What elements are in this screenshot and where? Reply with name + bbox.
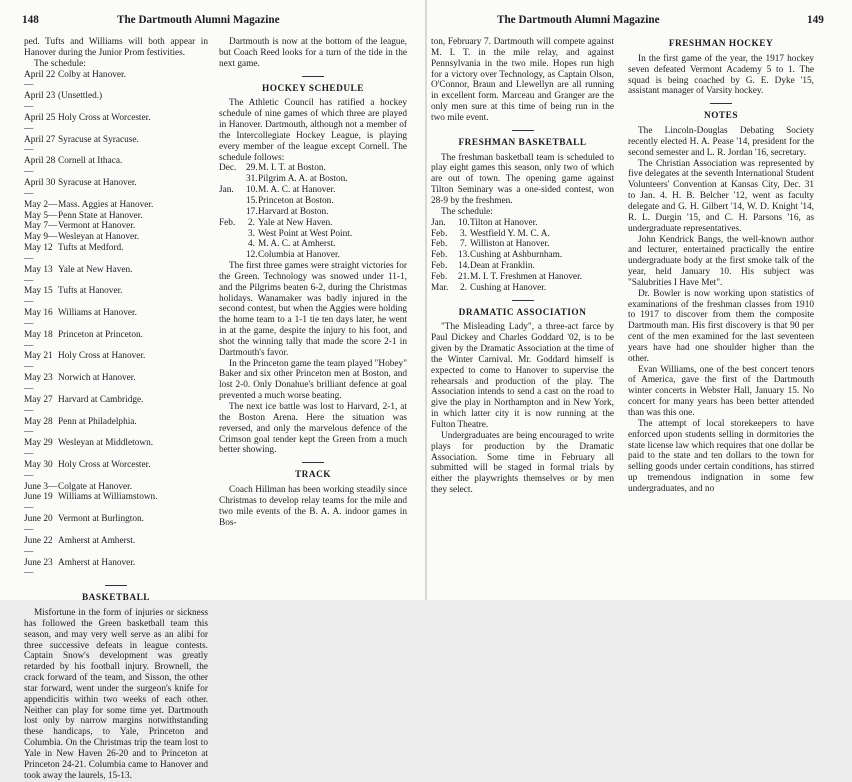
hockey-paragraph-4: The next ice battle was lost to Harvard, 2-1, at the Boston Arena. Here the situation was reversed, and only the marvelous defence of the Crimson goal tender kept the Green from a much better showing. xyxy=(219,402,407,456)
schedule-row xyxy=(24,482,208,493)
baseball-schedule xyxy=(24,70,208,580)
schedule-row xyxy=(431,250,614,261)
schedule-row xyxy=(24,265,208,287)
right-column-2 xyxy=(628,37,814,495)
schedule-date: April 22— xyxy=(24,69,56,91)
schedule-row xyxy=(24,286,208,308)
divider xyxy=(302,76,324,77)
schedule-row xyxy=(24,514,208,536)
note-paragraph: Dr. Bowler is now working upon statistics of examinations of the freshman classes from 1910 to 1917 to discover from them the composite Dartmouth man. His first discovery is that 90 per cent of the men examined for the last seventeen years have had one shoulder higher than the other. xyxy=(628,288,814,364)
schedule-row xyxy=(24,113,208,135)
schedule-row xyxy=(219,218,407,229)
schedule-game: M. I. T. at Boston. xyxy=(258,163,326,174)
baseball-intro: ped. Tufts and Williams will both appear in Hanover during the Junior Prom festivities. xyxy=(24,37,208,58)
schedule-game: Holy Cross at Worcester. xyxy=(58,459,151,470)
schedule-day: 15. xyxy=(246,195,258,206)
schedule-row xyxy=(24,308,208,330)
schedule-game: Colby at Hanover. xyxy=(58,69,126,80)
schedule-date: June 20— xyxy=(24,514,53,535)
schedule-row xyxy=(24,558,208,580)
left-page-number: 148 xyxy=(22,14,39,26)
schedule-date: May 29— xyxy=(24,438,53,460)
schedule-date: May 2— xyxy=(24,199,58,210)
schedule-game: Dean at Franklin. xyxy=(470,261,535,272)
note-paragraph: John Kendrick Bangs, the well-known author and lecturer, entertained practically the entire undergraduate body at the first smoke talk of the year, held January 10. His subject was "Salubrities I Have Met". xyxy=(628,234,814,288)
schedule-game: Syracuse at Syracuse. xyxy=(58,134,139,145)
schedule-month: Feb. xyxy=(219,217,236,228)
schedule-row xyxy=(24,330,208,352)
schedule-row xyxy=(24,395,208,417)
schedule-month xyxy=(219,196,246,207)
schedule-row xyxy=(431,272,614,283)
schedule-game: Tilton at Hanover. xyxy=(470,217,538,228)
schedule-date: April 25— xyxy=(24,112,56,134)
schedule-day: 29. xyxy=(246,163,258,174)
schedule-row xyxy=(219,196,407,207)
note-paragraph: The attempt of local storekeepers to have enforced upon students selling in dormitories the state license law which requires that one dollar be paid to the state and ten dollars to the town for selling goods under certain conditions, has stirred up tremendous indignation in some few undergraduates, and no xyxy=(628,418,814,494)
schedule-date: June 22— xyxy=(24,535,53,557)
section-heading-notes: NOTES xyxy=(703,111,739,122)
right-page xyxy=(427,0,852,600)
schedule-row xyxy=(219,185,407,196)
schedule-month: Feb. xyxy=(431,228,448,239)
schedule-row xyxy=(431,239,614,250)
schedule-game: Norwich at Hanover. xyxy=(58,373,136,384)
schedule-row xyxy=(431,218,614,229)
schedule-row xyxy=(219,174,407,185)
schedule-game: Cushing at Hanover. xyxy=(470,282,547,293)
schedule-row xyxy=(24,492,208,514)
schedule-game: Cornell at Ithaca. xyxy=(58,156,123,167)
note-paragraph: The Christian Association was represented by five delegates at the seventh International Student Volunteers' Convention at Kansas City, Dec. 31 to Jan. 4. H. B. Belcher '12, went as faculty delegate and G. H. Gilbert '14, W. D. Knight '14, R. L. Durgin '15, and C. H. Parsons '16, as undergraduate representatives. xyxy=(628,158,814,234)
schedule-date: June 23— xyxy=(24,557,53,579)
schedule-row xyxy=(24,536,208,558)
schedule-date: May 5— xyxy=(24,210,58,221)
left-running-head: The Dartmouth Alumni Magazine xyxy=(117,14,280,26)
section-heading-track: TRACK xyxy=(294,470,332,481)
schedule-day: 10. xyxy=(246,185,258,196)
schedule-day: 3. xyxy=(460,228,467,239)
divider xyxy=(302,462,324,463)
schedule-game: Princeton at Princeton. xyxy=(58,329,143,340)
schedule-row xyxy=(219,250,407,261)
schedule-date: April 30— xyxy=(24,177,56,199)
schedule-date: May 9— xyxy=(24,232,58,243)
schedule-month: Jan. xyxy=(431,217,446,228)
schedule-game: Vermont at Burlington. xyxy=(58,514,144,525)
left-column-2 xyxy=(219,37,407,528)
note-paragraph: The Lincoln-Douglas Debating Society recently elected H. A. Pease '14, president for the second semester and L. R. Jordan '16, secretary. xyxy=(628,126,814,158)
schedule-date: May 30— xyxy=(24,459,53,481)
schedule-game: Colgate at Hanover. xyxy=(58,481,133,492)
schedule-day: 10. xyxy=(458,217,470,228)
schedule-row xyxy=(24,373,208,395)
schedule-row xyxy=(24,211,208,222)
track-paragraph: Coach Hillman has been working steadily since Christmas to develop relay teams for the mile and two mile events of the B. A. A. indoor games in Bos- xyxy=(219,485,407,528)
divider xyxy=(710,103,732,104)
schedule-date: May 12— xyxy=(24,243,53,264)
schedule-row xyxy=(24,232,208,243)
schedule-game: Williams at Hanover. xyxy=(58,308,137,319)
schedule-date: May 27— xyxy=(24,394,53,416)
schedule-month xyxy=(219,174,246,185)
dramatic-paragraph: "The Misleading Lady", a three-act farce by Paul Dickey and Charles Goddard '02, is to be given by the Dramatic Association at the time of the Winter Carnival. Mr. Goddard himself is expected to come to Hanover to supervise the rehearsals and production of the play. The Association intends to send a cast on the road to give the play in Northampton and in New York, in which latter city it is now running at the Fulton Theatre. xyxy=(431,322,614,430)
schedule-day: 12. xyxy=(246,250,258,261)
schedule-game: Tufts at Medford. xyxy=(58,243,124,254)
schedule-day: 3. xyxy=(248,228,255,239)
divider xyxy=(512,130,534,131)
schedule-row xyxy=(431,229,614,240)
divider xyxy=(105,585,127,586)
schedule-game: Cushing at Ashburnham. xyxy=(470,250,563,261)
hockey-paragraph-2: The first three games were straight victories for the Green. Technology was snowed under 11-1, and the Pilgrims beaten 6-2, during the Christmas holidays. Wanamaker was badly injured in the second contest, but when the Aggies were holding the home team to a 1-1 tie ten days later, he went in at the game, despite the injury to his foot, and shot the winning tally that made the score 2-1 in Dartmouth's favor. xyxy=(219,261,407,358)
schedule-game: Penn at Philadelphia. xyxy=(58,416,137,427)
schedule-game: Syracuse at Hanover. xyxy=(58,177,137,188)
schedule-row xyxy=(219,163,407,174)
section-heading-freshman-hockey: FRESHMAN HOCKEY xyxy=(668,39,774,49)
hockey-paragraph: The Athletic Council has ratified a hockey schedule of nine games of which three are played in Hanover. Dartmouth, although not a member of the Intercollegiate Hockey League, is playing every member of the league except Cornell. The schedule follows: xyxy=(219,98,407,163)
schedule-game: Holy Cross at Hanover. xyxy=(58,351,146,362)
schedule-row xyxy=(24,438,208,460)
schedule-date: May 16— xyxy=(24,308,53,329)
schedule-game: Harvard at Boston. xyxy=(258,206,329,217)
hockey-schedule xyxy=(219,163,407,261)
schedule-row xyxy=(219,239,407,250)
schedule-date: May 7— xyxy=(24,221,58,232)
freshman-hockey-paragraph: In the first game of the year, the 1917 hockey seven defeated Vermont Academy 5 to 1. The squad is being coached by G. E. Dyke '15, assistant manager of Varsity hockey. xyxy=(628,53,814,97)
schedule-month xyxy=(219,239,246,250)
schedule-game: Princeton at Boston. xyxy=(258,195,334,206)
right-running-head: The Dartmouth Alumni Magazine xyxy=(497,14,660,26)
schedule-day: 2. xyxy=(460,282,467,293)
schedule-game: Westfield Y. M. C. A. xyxy=(470,228,550,239)
schedule-day: 17. xyxy=(246,206,258,217)
schedule-month: Dec. xyxy=(219,163,237,174)
schedule-date: May 13— xyxy=(24,264,53,286)
divider xyxy=(512,300,534,301)
schedule-date: May 21— xyxy=(24,351,53,373)
freshman-schedule xyxy=(431,218,614,294)
section-heading-freshman-basketball: FRESHMAN BASKETBALL xyxy=(458,137,587,148)
schedule-game: Williston at Hanover. xyxy=(470,239,550,250)
schedule-date: May 23— xyxy=(24,373,53,394)
schedule-row xyxy=(219,207,407,218)
left-column-1 xyxy=(24,37,208,782)
schedule-date: May 28— xyxy=(24,416,53,438)
schedule-row xyxy=(24,221,208,232)
schedule-date: June 19— xyxy=(24,492,53,514)
schedule-date: April 23— xyxy=(24,91,56,113)
track-continued: ton, February 7. Dartmouth will compete against M. I. T. in the mile relay, and against Pennsylvania in the two mile. Hopes run high for a victory over Technology, as Captain Olson, O'Connor, Braun and Llewellyn are all running in excellent form. Marceau and Granger are the only men sure at this time of being run in the two mile event. xyxy=(431,37,614,123)
section-heading-hockey: HOCKEY SCHEDULE xyxy=(262,83,364,94)
schedule-row xyxy=(431,283,614,294)
schedule-day: 7. xyxy=(460,239,467,250)
schedule-row xyxy=(24,417,208,439)
schedule-row xyxy=(219,229,407,240)
schedule-row xyxy=(431,261,614,272)
schedule-game: Williams at Williamstown. xyxy=(58,492,158,503)
dramatic-paragraph-2: Undergraduates are being encouraged to write plays for production by the Dramatic Association. Some time in February all submitted will be staged in formal trials by either the playwrights themselves or by men they select. xyxy=(431,430,614,496)
section-heading-dramatic: DRAMATIC ASSOCIATION xyxy=(458,307,587,318)
right-column-1 xyxy=(431,37,614,496)
right-page-number: 149 xyxy=(807,14,824,26)
schedule-month xyxy=(219,229,246,240)
schedule-game: Amherst at Hanover. xyxy=(58,557,136,568)
schedule-date: April 27— xyxy=(24,134,56,156)
schedule-game: Pilgrim A. A. at Boston. xyxy=(258,174,348,185)
schedule-row xyxy=(24,200,208,211)
schedule-game: Yale at New Haven. xyxy=(58,264,133,275)
schedule-month: Feb. xyxy=(431,239,448,250)
schedule-game: Harvard at Cambridge. xyxy=(58,394,144,405)
section-heading-basketball: BASKETBALL xyxy=(81,593,151,604)
left-page xyxy=(0,0,425,781)
schedule-day: 2. xyxy=(248,217,255,228)
schedule-game: Tufts at Hanover. xyxy=(58,286,123,297)
schedule-day: 13. xyxy=(458,250,470,261)
freshman-schedule-label: The schedule: xyxy=(441,206,493,217)
schedule-month: Mar. xyxy=(431,282,449,293)
schedule-game: West Point at West Point. xyxy=(258,228,353,239)
schedule-game: Vermont at Hanover. xyxy=(58,221,136,232)
schedule-date: April 28— xyxy=(24,156,56,178)
hockey-paragraph-3: In the Princeton game the team played "Hobey" Baker and six other Princeton men at Boston, and lost 2-0. Only Donahue's brilliant defence at goal prevented a much worse beating. xyxy=(219,358,407,402)
schedule-game: Wesleyan at Middletown. xyxy=(58,438,154,449)
freshman-basketball-paragraph: The freshman basketball team is scheduled to play eight games this season, only two of which are out of town. The opening game against Tilton Seminary was a one-sided contest, won 28-9 by the freshmen. xyxy=(431,152,614,206)
schedule-game: Holy Cross at Worcester. xyxy=(58,112,151,123)
schedule-day: 14. xyxy=(458,261,470,272)
schedule-row xyxy=(24,135,208,157)
schedule-game: M. A. C. at Amherst. xyxy=(258,239,336,250)
schedule-game: M. A. C. at Hanover. xyxy=(258,185,336,196)
schedule-game: Yale at New Haven. xyxy=(258,217,333,228)
baseball-schedule-label: The schedule: xyxy=(34,58,86,69)
schedule-month: Feb. xyxy=(431,261,448,272)
schedule-day: 31. xyxy=(246,174,258,185)
schedule-game: Wesleyan at Hanover. xyxy=(58,232,140,243)
schedule-row xyxy=(24,351,208,373)
schedule-game: Penn State at Hanover. xyxy=(58,210,143,221)
schedule-row xyxy=(24,70,208,92)
schedule-date: May 18— xyxy=(24,329,53,351)
schedule-game: Mass. Aggies at Hanover. xyxy=(58,199,154,210)
schedule-row xyxy=(24,178,208,200)
schedule-month: Feb. xyxy=(431,250,448,261)
schedule-row xyxy=(24,91,208,113)
schedule-game: Columbia at Hanover. xyxy=(258,250,340,261)
schedule-game: M. I. T. Freshmen at Hanover. xyxy=(470,271,582,282)
schedule-game: Amherst at Amherst. xyxy=(58,535,136,546)
schedule-date: June 3— xyxy=(24,481,58,492)
schedule-month: Jan. xyxy=(219,185,234,196)
note-paragraph: Evan Williams, one of the best concert tenors of America, gave the first of the Dartmouth winter concerts in Webster Hall, January 15. No concert for many years has been better attended than was this one. xyxy=(628,364,814,418)
schedule-month xyxy=(219,250,246,261)
basketball-continued: Dartmouth is now at the bottom of the league, but Coach Reed looks for a turn of the tide in the next game. xyxy=(219,37,407,69)
schedule-row xyxy=(24,243,208,265)
basketball-paragraph: Misfortune in the form of injuries or sickness has followed the Green basketball team this season, and may very well serve as an alibi for three successive defeats in league contests. Captain Snow's development was greatly retarded by his football injury. Brownell, the crack forward of the team, and Sisson, the other star forward, went under the surgeon's knife for appendicitis within two weeks of each other. Neither can play for some time yet. Dartmouth lost only by narrow margins notwithstanding these handicaps, to Yale, Princeton and Columbia. On the Christmas trip the team lost to Yale in New Haven 26-20 and to Princeton at Princeton 24-21. Columbia came to Hanover and took away the laurels, 15-13. xyxy=(24,608,208,781)
schedule-day: 21. xyxy=(458,271,470,282)
schedule-day: 4. xyxy=(248,239,255,250)
schedule-row xyxy=(24,460,208,482)
schedule-month xyxy=(219,207,246,218)
schedule-row xyxy=(24,156,208,178)
schedule-date: May 15— xyxy=(24,286,53,308)
schedule-month: Feb. xyxy=(431,271,448,282)
schedule-game: (Unsettled.) xyxy=(58,91,103,102)
